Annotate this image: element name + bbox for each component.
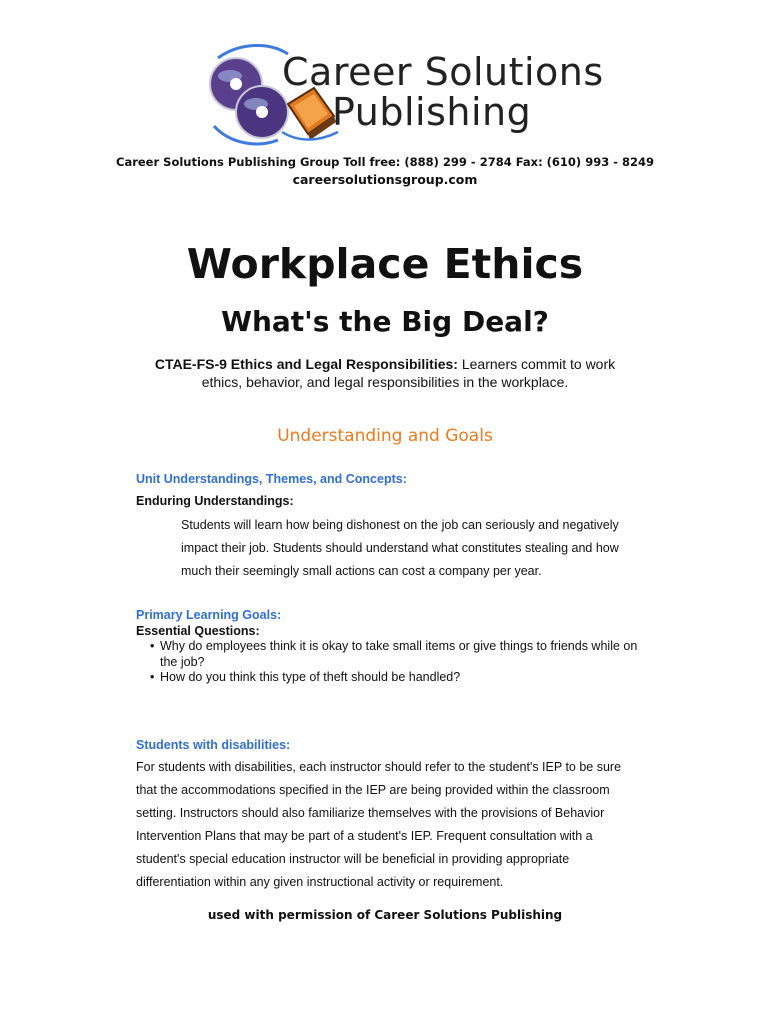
standard-statement [150,355,620,391]
bullet-icon: • [150,639,155,653]
company-logo [200,40,604,152]
paragraph-line: impact their job. Students should understand what constitutes stealing and how [181,541,619,555]
bullet-icon: • [150,670,155,684]
enduring-understandings-heading: Enduring Understandings: [136,494,294,508]
standard-label: CTAE-FS-9 Ethics and Legal Responsibilities: [154,356,458,372]
disabilities-text [136,756,646,894]
paragraph-line: that the accommodations specified in the IEP are being provided within the classroom [136,783,610,797]
paragraph-line: setting. Instructors should also familiarize themselves with the provisions of Behavior [136,806,605,820]
students-with-disabilities-heading: Students with disabilities: [136,738,291,752]
paragraph-line: Intervention Plans that may be part of a student's IEP. Frequent consultation with a [136,829,593,843]
section-heading: Understanding and Goals [277,426,493,446]
page-subtitle: What's the Big Deal? [221,305,549,338]
unit-understandings-heading: Unit Understandings, Themes, and Concepts: [136,472,407,486]
paragraph-line: Students will learn how being dishonest on the job can seriously and negatively [181,518,619,532]
logo-line-1: Career Solutions [282,50,604,94]
essential-questions-list [150,639,650,686]
primary-learning-goals-heading: Primary Learning Goals: [136,608,282,622]
question-text: How do you think this type of theft should be handled? [160,670,461,684]
logo-line-2: Publishing [332,90,532,134]
list-item [150,670,650,686]
contact-phone-line: Career Solutions Publishing Group Toll free: (888) 299 - 2784 Fax: (610) 993 - 8249 [116,155,654,169]
page-title: Workplace Ethics [186,240,584,288]
permission-footer: used with permission of Career Solutions Publishing [207,908,563,922]
enduring-understandings-text [181,514,651,583]
essential-questions-heading: Essential Questions: [136,624,260,638]
paragraph-line: student's special education instructor will be beneficial in providing appropriate [136,852,570,866]
paragraph-line: much their seemingly small actions can cost a company per year. [181,564,542,578]
question-text: Why do employees think it is okay to take small items or give things to friends while on the job? [160,639,638,669]
standard-text: Learners commit to work ethics, behavior, and legal responsibilities in the workplace. [201,356,616,390]
list-item [150,639,650,670]
paragraph-line: differentiation within any given instructional activity or requirement. [136,875,504,889]
paragraph-line: For students with disabilities, each instructor should refer to the student's IEP to be sure [136,760,622,774]
website-link[interactable]: careersolutionsgroup.com [292,172,478,187]
